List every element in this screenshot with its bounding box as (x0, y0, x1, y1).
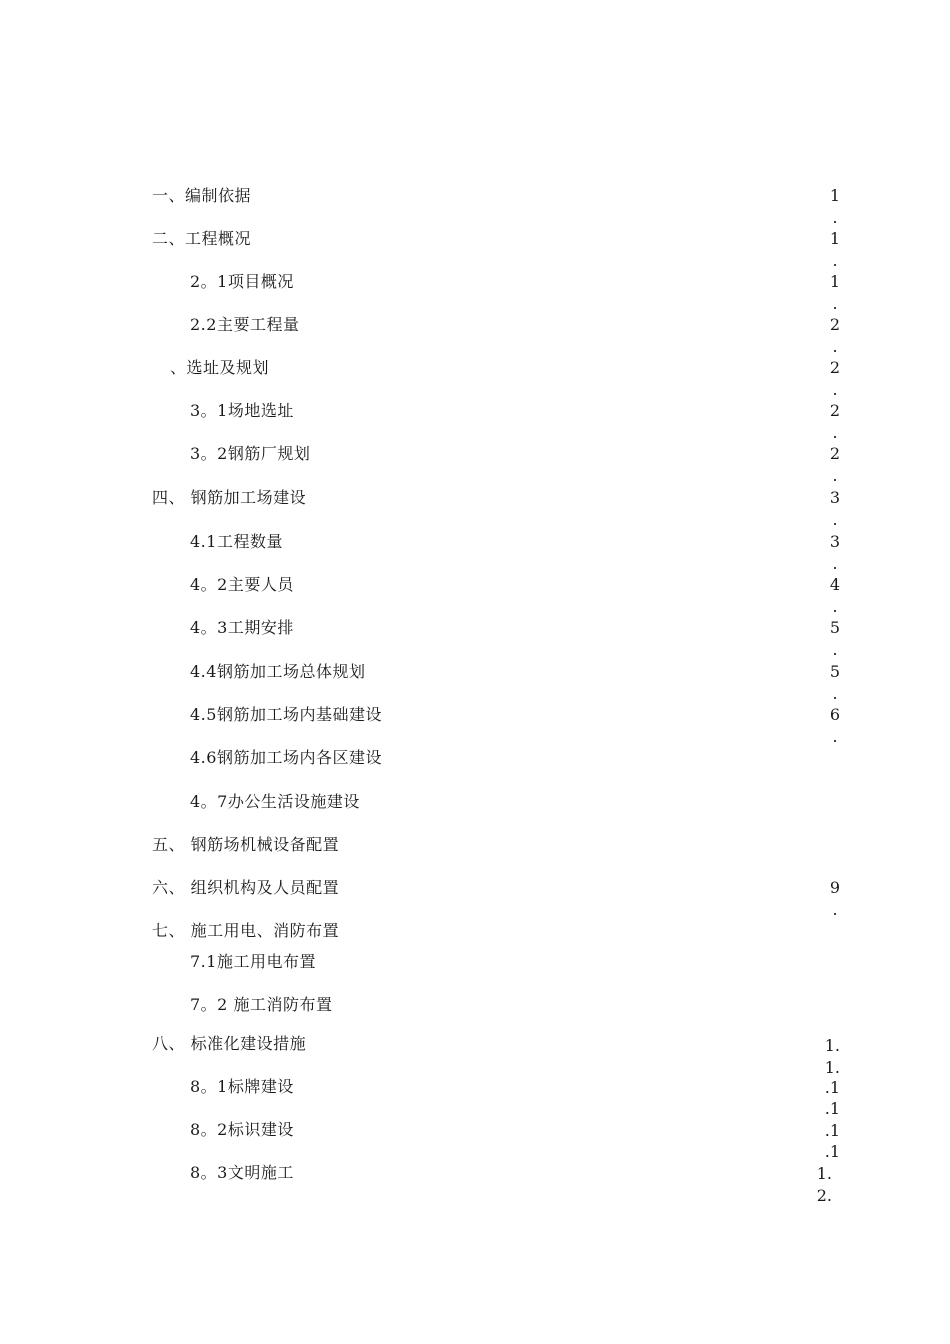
page-number: 1 (829, 272, 840, 291)
page-number: 2 (829, 444, 840, 463)
page-number: .1 (824, 1121, 840, 1140)
toc-entry: 五、 钢筋场机械设备配置 (152, 835, 340, 854)
toc-entry: 4。7办公生活设施建设 (190, 792, 360, 811)
page-number: 5 (829, 618, 840, 637)
page-number-dot: . (832, 510, 838, 529)
page-number: .1 (824, 1099, 840, 1118)
page-number: 2 (829, 401, 840, 420)
toc-entry: 一、编制依据 (152, 186, 252, 205)
page-number-dot: . (832, 597, 838, 616)
page-number: .1 (824, 1078, 840, 1097)
page-number-dot: . (832, 727, 838, 746)
page-number-dot: . (832, 251, 838, 270)
toc-entry: 2。1项目概况 (190, 272, 294, 291)
page-number-dot: . (832, 466, 838, 485)
page-number-dot: . (832, 208, 838, 227)
toc-entry: 、选址及规划 (170, 358, 270, 377)
toc-entry: 3。1场地选址 (190, 401, 294, 420)
toc-entry: 八、 标准化建设措施 (152, 1034, 307, 1053)
toc-entry: 七、 施工用电、消防布置 (152, 921, 340, 940)
page-number: 1. (824, 1036, 840, 1055)
page-number: 9 (829, 878, 840, 897)
page-number-dot: . (832, 380, 838, 399)
toc-entry: 二、工程概况 (152, 229, 252, 248)
toc-entry: 4。3工期安排 (190, 618, 294, 637)
page-number: 1. (816, 1164, 832, 1183)
page-number: 2 (829, 315, 840, 334)
page-number-dot: . (832, 294, 838, 313)
toc-entry: 2.2主要工程量 (190, 315, 300, 334)
toc-entry: 3。2钢筋厂规划 (190, 444, 311, 463)
toc-entry: 7。2 施工消防布置 (190, 995, 333, 1014)
page-number-dot: . (832, 684, 838, 703)
page-number: 3 (829, 532, 840, 551)
page-number: 1. (824, 1058, 840, 1077)
toc-entry: 六、 组织机构及人员配置 (152, 878, 340, 897)
toc-entry: 8。1标牌建设 (190, 1077, 294, 1096)
toc-entry: 4.1工程数量 (190, 532, 283, 551)
toc-entry: 四、 钢筋加工场建设 (152, 488, 307, 507)
toc-entry: 8。3文明施工 (190, 1163, 294, 1182)
page-number: 1 (829, 229, 840, 248)
page-number: 5 (829, 662, 840, 681)
page-number-dot: . (832, 900, 838, 919)
page-number-dot: . (832, 554, 838, 573)
page-number-dot: . (832, 337, 838, 356)
toc-entry: 4.5钢筋加工场内基础建设 (190, 705, 382, 724)
page-number: 4 (829, 575, 840, 594)
page-number: 1 (829, 186, 840, 205)
page-number: 2 (829, 358, 840, 377)
toc-entry: 8。2标识建设 (190, 1120, 294, 1139)
page-number: 3 (829, 488, 840, 507)
page-number: 6 (829, 705, 840, 724)
toc-entry: 4.4钢筋加工场总体规划 (190, 662, 366, 681)
toc-entry: 7.1施工用电布置 (190, 952, 316, 971)
page-number-dot: . (832, 640, 838, 659)
toc-entry: 4。2主要人员 (190, 575, 294, 594)
page-number: 2. (816, 1186, 832, 1205)
page-number-dot: . (832, 423, 838, 442)
toc-entry: 4.6钢筋加工场内各区建设 (190, 748, 382, 767)
page-number: .1 (824, 1142, 840, 1161)
